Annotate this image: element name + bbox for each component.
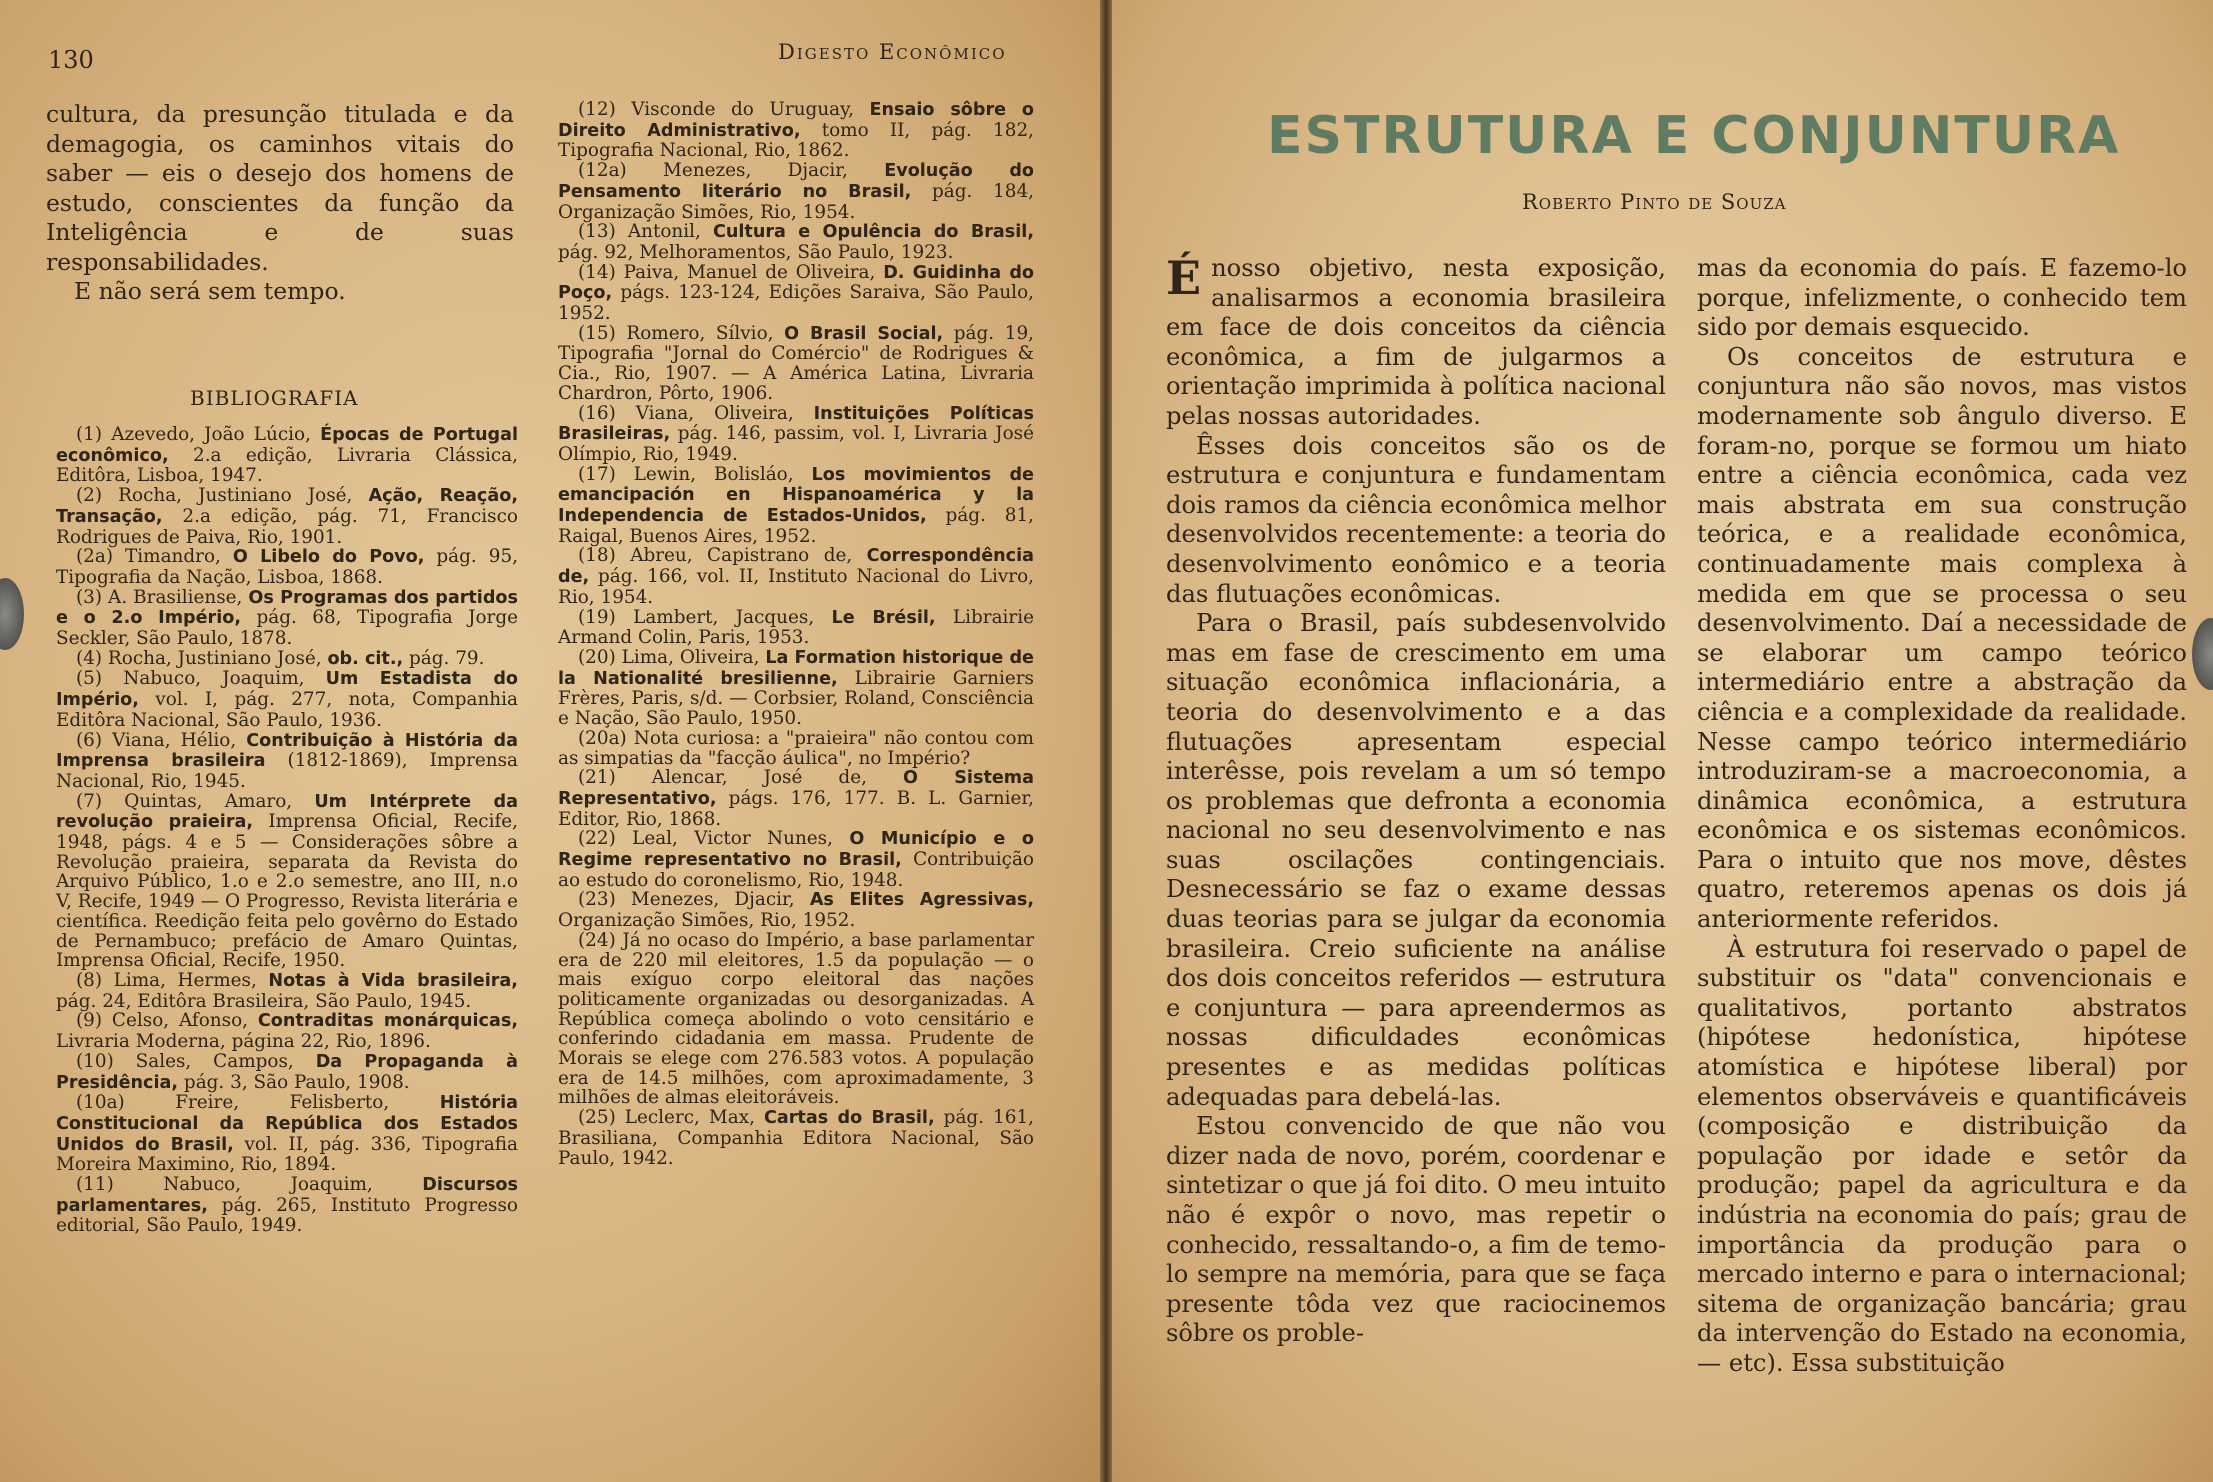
entry-title: Le Brésil,: [831, 607, 936, 628]
paragraph-text: Os conceitos de estrutura e conjuntura não são novos, mas vistos modernamente sob ângulo diverso. E foram-no, porque se formou um hiato entre a ciência econômica, cada vez mais abstrata em sua construção teórica, e a realidade econômica, continuadamente mais complexa à medida em que se processa o seu desenvolvimento. Daí a necessidade de se elaborar um campo teórico intermediário entre a abstração da ciência e a complexidade da realidade. Nesse campo teórico intermediário introduziram-se a macroeconomia, a dinâmica econômica, a estrutura econômica e os sistemas econômicos. Para o intuito que nos move, dêstes quatro, reteremos apenas os dois já anteriormente referidos.: [1697, 342, 2187, 934]
binder-hole: [2192, 618, 2213, 690]
entry-author: (3) A. Brasiliense,: [76, 586, 249, 608]
bibliography-entry: [558, 100, 1034, 161]
entry-details: pág. 161, Brasiliana, Companhia Editora Nacional, São Paulo, 1942.: [558, 1107, 1034, 1169]
bibliography-entry: [56, 649, 518, 670]
article-paragraph: [1166, 609, 1666, 1112]
page-number: 130: [48, 46, 94, 74]
bibliography-entry: [56, 1011, 518, 1051]
entry-author: (20a) Nota curiosa: a "praieira" não contou com as simpatias da "facção áulica", no Império?: [558, 727, 1034, 769]
entry-title: Épocas de Portugal econômico,: [56, 425, 519, 466]
bibliography-entry: [558, 546, 1034, 607]
entry-title: Contraditas monárquicas,: [257, 1011, 518, 1032]
entry-details: pág. 81, Raigal, Buenos Aires, 1952.: [558, 505, 1035, 547]
bibliography-entry: [558, 263, 1034, 324]
entry-title: D. Guidinha do Poço,: [558, 262, 1034, 304]
entry-title: ob. cit.,: [327, 648, 404, 669]
bibliography-entry: [558, 608, 1034, 648]
bibliography-entry: [56, 1052, 518, 1093]
entry-author: (15) Romero, Sílvio,: [578, 322, 785, 344]
entry-title: O Libelo do Povo,: [232, 547, 425, 568]
entry-author: (13) Antonil,: [578, 221, 713, 243]
binder-hole: [0, 578, 24, 650]
entry-title: Ensaio sôbre o Direito Administrativo,: [558, 100, 1035, 141]
bibliography-entry: [56, 486, 518, 547]
entry-author: (10) Sales, Campos,: [76, 1050, 316, 1072]
entry-title: O Município e o Regime representativo no Brasil,: [558, 829, 1034, 871]
entry-details: 2.a edição, Livraria Clássica, Editôra, Lisboa, 1947.: [56, 444, 518, 487]
article-paragraph: [1697, 254, 2187, 343]
entry-title: Contribuição à História da Imprensa brasileira: [56, 730, 519, 772]
entry-title: O Brasil Social,: [784, 323, 944, 344]
bibliography-entry: [558, 768, 1034, 829]
entry-author: (10a) Freire, Felisberto,: [76, 1092, 440, 1114]
paragraph-text: À estrutura foi reservado o papel de substituir os "data" convencionais e qualitativos, portanto abstratos (hipótese hedonística, hipótese atomística e hipótese liberal) por elementos observáveis e quantificáveis (composição e distribuição da população por idade e setôr da produção; papel da agricultura e da indústria na economia do país; grau de importância da produção para o mercado interno e para o internacional; sitema de organização bancária; grau da intervenção do Estado na economia, — etc). Essa substituição: [1697, 934, 2187, 1377]
bibliography-entry: [558, 222, 1034, 262]
entry-details: pág. 19, Tipografia "Jornal do Comércio" de Rodrigues & Cia., Rio, 1907. — A América Latina, Livraria Chardron, Pôrto, 1906.: [558, 322, 1034, 404]
article-column-2: [1697, 254, 2187, 1379]
entry-title: Notas à Vida brasileira,: [268, 970, 518, 991]
entry-details: tomo II, pág. 182, Tipografia Nacional, Rio, 1862.: [558, 119, 1035, 162]
paragraph-text: Para o Brasil, país subdesenvolvido mas em fase de crescimento em uma situação econômica inflacionária, a teoria do desenvolvimento e a das flutuações apresentam especial interêsse, pois revelam a um só tempo os problemas que defronta a economia nacional no seu desenvolvimento e nas suas oscilações contingenciais. Desnecessário se faz o exame dessas duas teorias para se julgar da economia brasileira. Creio suficiente na análise dos dois conceitos referidos — estrutura e conjuntura — para apreendermos as nossas dificuldades econômicas presentes e as medidas políticas adequadas para debelá-las.: [1166, 609, 1666, 1111]
entry-author: (4) Rocha, Justiniano José,: [76, 647, 328, 669]
bibliography-column-2: [558, 100, 1034, 1168]
entry-details: Librairie Garniers Frères, Paris, s/d. — Corbsier, Roland, Consciência e Nação, São Paulo, 1950.: [558, 667, 1034, 730]
bibliography-entry: [558, 465, 1034, 547]
entry-author: (2a) Timandro,: [76, 546, 233, 568]
entry-author: (19) Lambert, Jacques,: [578, 606, 832, 628]
entry-title: História Constitucional da República dos Estados Unidos do Brasil,: [56, 1093, 518, 1155]
article-title: ESTRUTURA E CONJUNTURA: [1267, 106, 2121, 166]
entry-details: pág. 92, Melhoramentos, São Paulo, 1923.: [558, 241, 954, 263]
entry-details: pág. 265, Instituto Progresso editorial, São Paulo, 1949.: [56, 1194, 518, 1237]
entry-details: Contribuição ao estudo do coronelismo, Rio, 1948.: [558, 849, 1035, 891]
entry-details: (1812-1869), Imprensa Nacional, Rio, 1945.: [56, 750, 519, 792]
entry-author: (21) Alencar, José de,: [578, 767, 903, 789]
entry-title: Os Programas dos partidos e o 2.o Império,: [56, 587, 518, 629]
bibliography-entry: [56, 1175, 518, 1236]
entry-author: (16) Viana, Oliveira,: [578, 402, 814, 424]
bibliography-entry: [558, 161, 1034, 222]
article-paragraph: [1697, 343, 2187, 935]
entry-details: pág. 68, Tipografia Jorge Seckler, São Paulo, 1878.: [56, 607, 518, 650]
left-page: [0, 0, 1100, 1482]
entry-title: Los movimientos de emancipación en Hispanoamérica y la Independencia de Estados-Unidos,: [558, 464, 1034, 527]
entry-title: Um Estadista do Império,: [56, 669, 519, 711]
entry-author: (2) Rocha, Justiniano José,: [76, 485, 369, 507]
entry-author: (23) Menezes, Djacir,: [578, 889, 810, 911]
entry-details: pág. 146, passim, vol. I, Livraria José Olímpio, Rio, 1949.: [558, 423, 1034, 465]
paragraph-text: Êsses dois conceitos são os de estrutura e conjuntura e fundamentam dois ramos da ciência econômica melhor desenvolvidos recentemente: a teoria do desenvolvimento eonômico e a teoria das flutuações econômicas.: [1166, 431, 1666, 608]
bibliography-entry: [56, 588, 518, 649]
entry-title: Evolução do Pensamento literário no Brasil,: [558, 161, 1035, 202]
entry-details: pág. 184, Organização Simões, Rio, 1954.: [558, 180, 1034, 223]
entry-author: (20) Lima, Oliveira,: [578, 646, 766, 668]
bibliography-entry: [558, 890, 1034, 930]
entry-author: (11) Nabuco, Joaquim,: [76, 1174, 423, 1196]
entry-details: Librairie Armand Colin, Paris, 1953.: [558, 606, 1034, 649]
entry-title: Discursos parlamentares,: [56, 1175, 518, 1216]
entry-author: (8) Lima, Hermes,: [76, 969, 269, 991]
entry-author: (18) Abreu, Capistrano de,: [578, 545, 867, 567]
article-paragraph: [1166, 251, 1666, 432]
entry-author: (1) Azevedo, João Lúcio,: [76, 424, 321, 445]
entry-details: pág. 3, São Paulo, 1908.: [178, 1071, 410, 1093]
bibliography-entry: [558, 729, 1034, 768]
intro-paragraph: cultura, da presunção titulada e da demagogia, os caminhos vitais do saber — eis o desejo dos homens de estudo, conscientes da função da Inteligência e de suas responsabilidades.: [46, 100, 514, 276]
bibliography-entry: [56, 1093, 518, 1175]
entry-details: vol. II, pág. 336, Tipografia Moreira Maximino, Rio, 1894.: [56, 1133, 518, 1176]
paragraph-text: mas da economia do país. E fazemo-lo porque, infelizmente, o conhecido tem sido por demais esquecido.: [1697, 254, 2187, 342]
entry-author: (9) Celso, Afonso,: [76, 1010, 258, 1032]
bibliography-entry: [56, 547, 518, 587]
entry-title: O Sistema Representativo,: [558, 768, 1034, 809]
right-page: [1112, 0, 2213, 1482]
bibliography-entry: [558, 648, 1034, 729]
bibliography-entry: [56, 971, 518, 1011]
book-gutter: [1100, 0, 1112, 1482]
bibliography-entry: [56, 425, 518, 486]
bibliography-entry: [558, 404, 1034, 465]
entry-author: (12) Visconde do Uruguay,: [578, 99, 870, 120]
entry-title: Cultura e Opulência do Brasil,: [712, 222, 1034, 243]
bibliography-entry: [558, 1108, 1034, 1168]
paragraph-text: Estou convencido de que não vou dizer nada de novo, porém, coordenar e sintetizar o que já foi dito. O meu intuito não é expôr o novo, mas repetir o conhecido, ressaltando-o, a fim de temo-lo sempre na memória, para que se faça presente tôda vez que raciocinemos sôbre os proble-: [1166, 1112, 1666, 1348]
entry-author: (25) Leclerc, Max,: [578, 1107, 764, 1129]
entry-title: La Formation historique de la Nationalité bresilienne,: [558, 647, 1034, 689]
entry-details: pág. 95, Tipografia da Nação, Lisboa, 1868.: [56, 546, 518, 588]
entry-title: As Elites Agressivas,: [809, 890, 1035, 911]
entry-author: (12a) Menezes, Djacir,: [578, 160, 885, 182]
entry-author: (6) Viana, Hélio,: [76, 729, 247, 751]
article-paragraph: [1166, 432, 1666, 610]
entry-details: Organização Simões, Rio, 1952.: [558, 910, 856, 932]
entry-details: pág. 166, vol. II, Instituto Nacional do Livro, Rio, 1954.: [558, 566, 1034, 608]
entry-details: págs. 123-124, Edições Saraiva, São Paulo, 1952.: [558, 282, 1034, 325]
entry-title: Instituições Políticas Brasileiras,: [558, 403, 1034, 445]
bibliography-entry: [558, 931, 1034, 1108]
bibliography-entry: [56, 792, 518, 971]
article-column-1: [1166, 251, 1666, 1349]
entry-author: (17) Lewin, Bolisláo,: [578, 463, 812, 485]
entry-details: págs. 176, 177. B. L. Garnier, Editor, Rio, 1868.: [558, 787, 1034, 830]
bibliography-entry: [558, 829, 1034, 890]
running-head: Digesto Econômico: [778, 40, 1007, 64]
article-paragraph: [1166, 1112, 1666, 1349]
closing-line: E não será sem tempo.: [74, 277, 346, 305]
bibliography-entry: [558, 324, 1034, 404]
entry-title: Um Intérprete da revolução praieira,: [56, 791, 518, 833]
entry-details: Livraria Moderna, página 22, Rio, 1896.: [56, 1031, 431, 1053]
paragraph-text: nosso objetivo, nesta exposição, analisarmos a economia brasileira em face de dois conceitos da ciência econômica, a fim de julgarmos a orientação imprimida à política nacional pelas nossas autoridades.: [1166, 254, 1666, 430]
entry-author: (5) Nabuco, Joaquim,: [76, 668, 326, 690]
bibliography-entry: [56, 669, 518, 730]
entry-details: 2.a edição, pág. 71, Francisco Rodrigues de Paiva, Rio, 1901.: [56, 505, 518, 548]
bibliography-heading: BIBLIOGRAFIA: [190, 386, 359, 410]
entry-title: Correspondência de,: [558, 546, 1034, 588]
bibliography-entry: [56, 731, 518, 792]
article-paragraph: [1697, 935, 2187, 1379]
article-author: Roberto Pinto de Souza: [1522, 190, 1787, 214]
intro-column: [46, 100, 514, 307]
drop-cap: É: [1166, 251, 1202, 305]
entry-author: (24) Já no ocaso do Império, a base parlamentar era de 220 mil eleitores, 1.5 da população — o mais exíguo corpo eleitoral das nações politicamente organizadas ou desorganizadas. A República começa abolindo o voto censitário e conferindo cidadania em massa. Prudente de Morais se elege com 276.583 votos. A população era de 14.5 milhões, com aproximadamente, 3 milhões de almas eleitoráveis.: [558, 929, 1034, 1109]
entry-details: pág. 79.: [403, 647, 485, 669]
bibliography-column-1: [56, 425, 518, 1236]
entry-author: (7) Quintas, Amaro,: [76, 790, 315, 812]
entry-title: Da Propaganda à Presidência,: [56, 1051, 518, 1093]
entry-details: vol. I, pág. 277, nota, Companhia Editôra Nacional, São Paulo, 1936.: [56, 689, 518, 731]
entry-details: Imprensa Oficial, Recife, 1948, págs. 4 e 5 — Considerações sôbre a Revolução praieira, separata da Revista do Arquivo Público, 1.o e 2.o semestre, ano III, n.o V, Recife, 1949 — O Progresso, Revista literária e científica. Reedição feita pelo govêrno do Estado de Pernambuco; prefácio de Amaro Quintas, Imprensa Oficial, Recife, 1950.: [56, 811, 518, 972]
entry-details: pág. 24, Editôra Brasileira, São Paulo, 1945.: [56, 990, 472, 1012]
entry-author: (22) Leal, Victor Nunes,: [578, 828, 850, 850]
entry-title: Cartas do Brasil,: [763, 1108, 935, 1129]
entry-author: (14) Paiva, Manuel de Oliveira,: [578, 261, 884, 283]
entry-title: Ação, Reação, Transação,: [56, 486, 518, 527]
